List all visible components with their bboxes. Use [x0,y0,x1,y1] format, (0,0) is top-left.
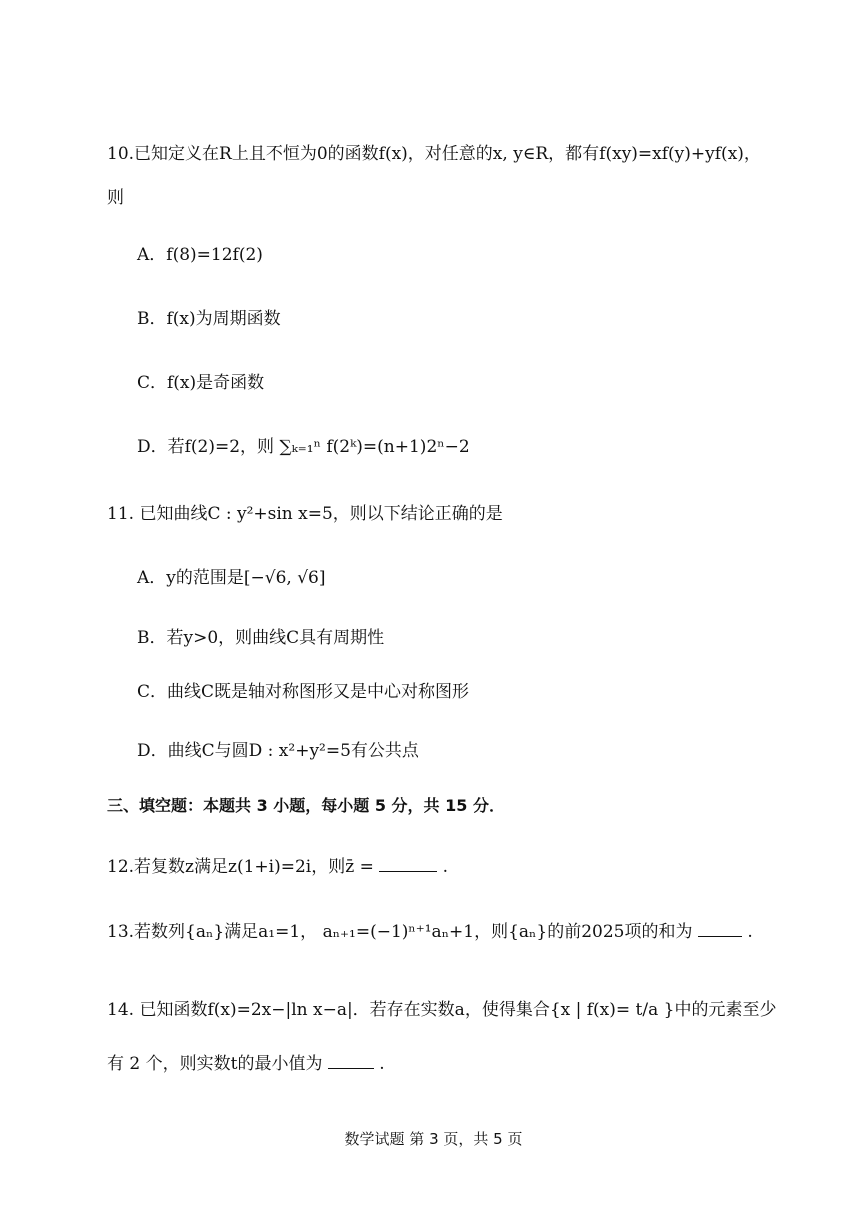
q12-text: 12.若复数z满足z(1+i)=2i，则z̄ = [107,857,374,877]
q11-option-c: C．曲线C既是轴对称图形又是中心对称图形 [137,682,470,702]
q10-option-b: B．f(x)为周期函数 [137,309,281,329]
q14-text: 有 2 个，则实数t的最小值为 [107,1054,323,1074]
q10-stem-line2: 则 [107,188,124,208]
q14-line1: 14. 已知函数f(x)=2x−|ln x−a|．若存在实数a，使得集合{x | f(x)= t/a }中的元素至少 [107,1000,777,1020]
q11-option-d: D．曲线C与圆D : x²+y²=5有公共点 [137,741,419,761]
q13-line [107,920,753,944]
q14-period: . [379,1054,385,1074]
q11-option-b: B．若y>0，则曲线C具有周期性 [137,628,385,648]
q10-option-d: D．若f(2)=2，则 ∑ₖ₌₁ⁿ f(2ᵏ)=(n+1)2ⁿ−2 [137,437,470,457]
q12-period: . [442,857,449,877]
q11-stem: 11. 已知曲线C : y²+sin x=5，则以下结论正确的是 [107,504,503,524]
q14-answer-blank [328,1054,374,1069]
q11-option-a: A．y的范围是[−√6, √6] [137,568,326,588]
page-footer: 数学试题 第 3 页，共 5 页 [344,1130,523,1148]
q12-answer-blank [379,857,437,872]
q10-option-c: C．f(x)是奇函数 [137,373,265,393]
q10-option-a: A．f(8)=12f(2) [137,245,263,265]
q10-stem-line1: 10.已知定义在R上且不恒为0的函数f(x)，对任意的x, y∈R，都有f(xy)=xf(y)+yf(x)， [107,144,761,164]
q13-period: . [747,922,753,942]
q14-line2 [107,1052,385,1076]
section-heading: 三、填空题：本题共 3 小题，每小题 5 分，共 15 分． [107,796,505,815]
q13-text: 13.若数列{aₙ}满足a₁=1， aₙ₊₁=(−1)ⁿ⁺¹aₙ+1，则{aₙ}的前2025项的和为 [107,922,693,942]
q12-line [107,855,448,879]
q13-answer-blank [698,922,742,937]
